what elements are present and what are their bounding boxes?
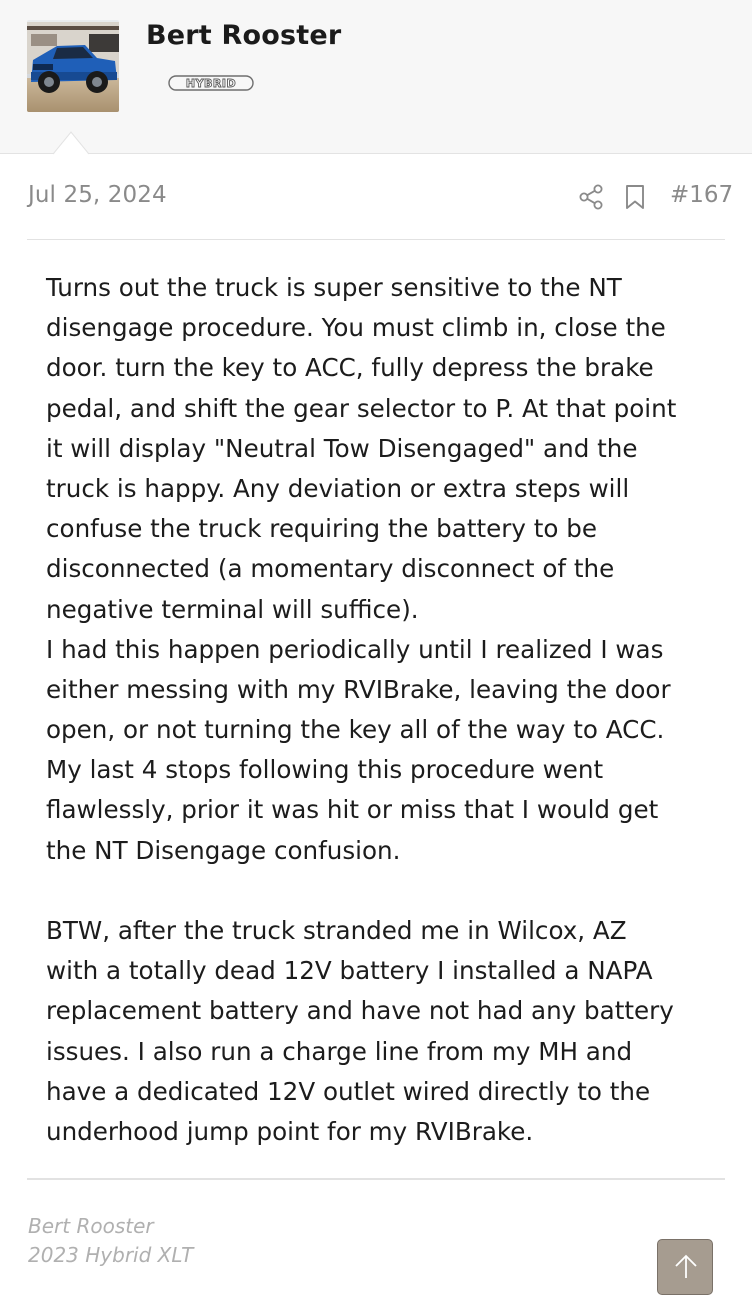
post-body xyxy=(46,268,736,1152)
post-body-line: My last 4 stops following this procedure went xyxy=(46,755,604,785)
post-body-line: have a dedicated 12V outlet wired directly to the xyxy=(46,1076,651,1106)
author-card-pointer xyxy=(53,131,89,155)
post-date[interactable]: Jul 25, 2024 xyxy=(28,182,167,208)
hybrid-badge xyxy=(168,73,254,93)
post-body-line: negative terminal will suffice). xyxy=(46,594,419,624)
post-body-line: it will display "Neutral Tow Disengaged" and the xyxy=(46,433,638,463)
post-body-line: flawlessly, prior it was hit or miss that I would get xyxy=(46,795,659,825)
author-name[interactable]: Bert Rooster xyxy=(146,20,342,51)
post-body-line: disengage procedure. You must climb in, close the xyxy=(46,313,666,343)
post-body-line: Turns out the truck is super sensitive to the NT xyxy=(46,273,622,302)
post-body-line: either messing with my RVIBrake, leaving the door xyxy=(46,674,671,704)
arrow-up-icon xyxy=(672,1253,700,1281)
post-body-line: the NT Disengage confusion. xyxy=(46,835,401,865)
post-body-line: underhood jump point for my RVIBrake. xyxy=(46,1116,534,1146)
post-body-line: issues. I also run a charge line from my MH and xyxy=(46,1036,633,1066)
post-body-line: door. turn the key to ACC, fully depress the brake xyxy=(46,353,654,383)
post-body-line: open, or not turning the key all of the way to ACC. xyxy=(46,715,665,745)
author-card xyxy=(0,0,752,154)
avatar[interactable] xyxy=(27,20,119,112)
back-to-top-button[interactable] xyxy=(657,1239,713,1295)
share-icon[interactable] xyxy=(578,184,604,210)
post-body-line: BTW, after the truck stranded me in Wilcox, AZ xyxy=(46,916,627,945)
post-body-line: with a totally dead 12V battery I installed a NAPA xyxy=(46,956,653,986)
post-body-line: pedal, and shift the gear selector to P. At that point xyxy=(46,393,677,423)
signature-name: Bert Rooster xyxy=(28,1214,154,1238)
post-number-link[interactable]: #167 xyxy=(670,182,734,208)
post-body-line: disconnected (a momentary disconnect of the xyxy=(46,554,615,584)
paragraph-gap xyxy=(46,871,736,911)
avatar-truck-image xyxy=(27,20,119,112)
signature-divider xyxy=(27,1178,725,1180)
divider xyxy=(27,239,725,240)
post-body-line: replacement battery and have not had any battery xyxy=(46,996,674,1026)
signature-vehicle: 2023 Hybrid XLT xyxy=(28,1243,194,1267)
post-body-line: I had this happen periodically until I realized I was xyxy=(46,634,664,664)
bookmark-icon[interactable] xyxy=(624,184,646,210)
svg-text:HYBRID: HYBRID xyxy=(185,77,237,91)
signature xyxy=(28,1212,193,1270)
post-body-line: truck is happy. Any deviation or extra steps will xyxy=(46,473,630,503)
post-body-line: confuse the truck requiring the battery to be xyxy=(46,514,597,544)
